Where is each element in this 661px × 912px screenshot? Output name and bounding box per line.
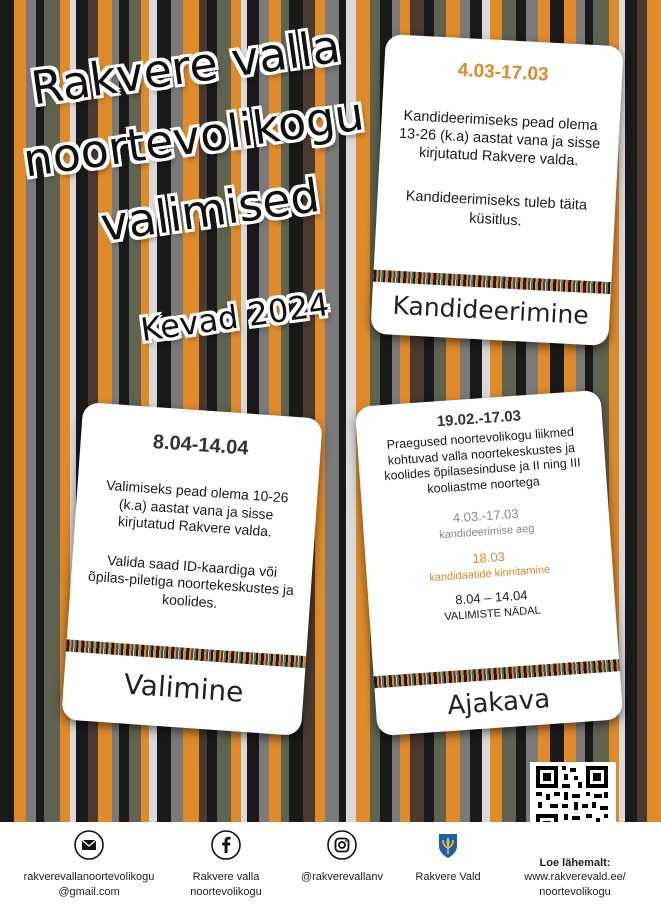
email-line-2: @gmail.com <box>58 885 120 898</box>
schedule-text-2: kandideerimise aeg <box>438 522 535 542</box>
title-line-1: Rakvere valla <box>27 18 344 116</box>
title-subtitle: Kevad 2024 <box>138 284 332 350</box>
instagram-line-1: @rakverevallanv <box>300 871 384 884</box>
stripe <box>44 0 60 822</box>
stripe <box>36 0 44 822</box>
candidacy-text-2: Kandideerimiseks tuleb täita küsitlus. <box>405 188 588 229</box>
footer-instagram[interactable] <box>290 830 394 885</box>
schedule-text-4: VALIMISTE NÄDAL <box>444 604 542 623</box>
facebook-line-2: noortevolikogu <box>190 885 262 898</box>
voting-date: 8.04-14.04 <box>152 430 250 460</box>
footer <box>0 822 661 912</box>
more-info-line-1: www.rakverevald.ee/ <box>524 871 626 884</box>
stripe <box>14 0 26 822</box>
schedule-label: Ajakava <box>446 684 552 722</box>
schedule-date-3: 18.03 <box>471 548 506 566</box>
schedule-card <box>355 390 623 736</box>
schedule-date-2: 4.03.-17.03 <box>452 505 519 525</box>
stripe <box>647 0 661 822</box>
candidacy-text-1: Kandideerimiseks pead olema 13-26 (k.a) aastat vana ja sisse kirjutatud Rakvere valda. <box>398 108 601 170</box>
instagram-icon <box>327 830 357 860</box>
voting-pattern-band <box>66 639 306 668</box>
title-line-3: valimised <box>97 167 323 253</box>
stripe <box>637 0 647 822</box>
schedule-date-4: 8.04 – 14.04 <box>454 586 528 607</box>
footer-email[interactable] <box>14 830 164 899</box>
stripe <box>26 0 36 822</box>
candidacy-date: 4.03-17.03 <box>457 59 550 86</box>
schedule-date-1: 19.02.-17.03 <box>436 407 522 431</box>
coat-of-arms-icon <box>433 830 463 860</box>
email-icon <box>74 830 104 860</box>
more-info-heading: Loe lähemalt: <box>539 857 611 869</box>
candidacy-label: Kandideerimine <box>391 290 590 330</box>
facebook-icon <box>211 830 241 860</box>
email-line-1: rakverevallanoortevolikogu <box>23 871 155 884</box>
municipality-line-1: Rakvere Vald <box>415 871 481 884</box>
title-line-2: noortevolikogu <box>19 86 368 188</box>
voting-card <box>61 402 323 736</box>
stripe <box>0 0 14 822</box>
voting-text-2: Valida saad ID-kaardiga või õpilas-piletiga noortekeskustes ja koolides. <box>87 551 295 611</box>
stripe <box>625 0 637 822</box>
footer-municipality[interactable] <box>408 830 488 885</box>
voting-label: Valimine <box>122 667 245 709</box>
voting-text-1: Valimiseks pead olema 10-26 (k.a) aastat vana ja sisse kirjutatud Rakvere valda. <box>105 476 290 540</box>
candidacy-pattern-band <box>373 270 611 294</box>
schedule-text-3: kandidaatide kinnitamine <box>428 563 551 584</box>
footer-more-info[interactable] <box>510 856 640 899</box>
candidacy-card <box>370 34 623 346</box>
facebook-line-1: Rakvere valla <box>192 871 260 884</box>
schedule-text-1: Praegused noortevolikogu liikmed kohtuvad valla noortekeskustes ja koolides õpilasesinduse ja II ning III kooliastme noortega <box>383 424 582 496</box>
more-info-line-2: noortevolikogu <box>539 885 611 898</box>
footer-facebook[interactable] <box>176 830 276 899</box>
